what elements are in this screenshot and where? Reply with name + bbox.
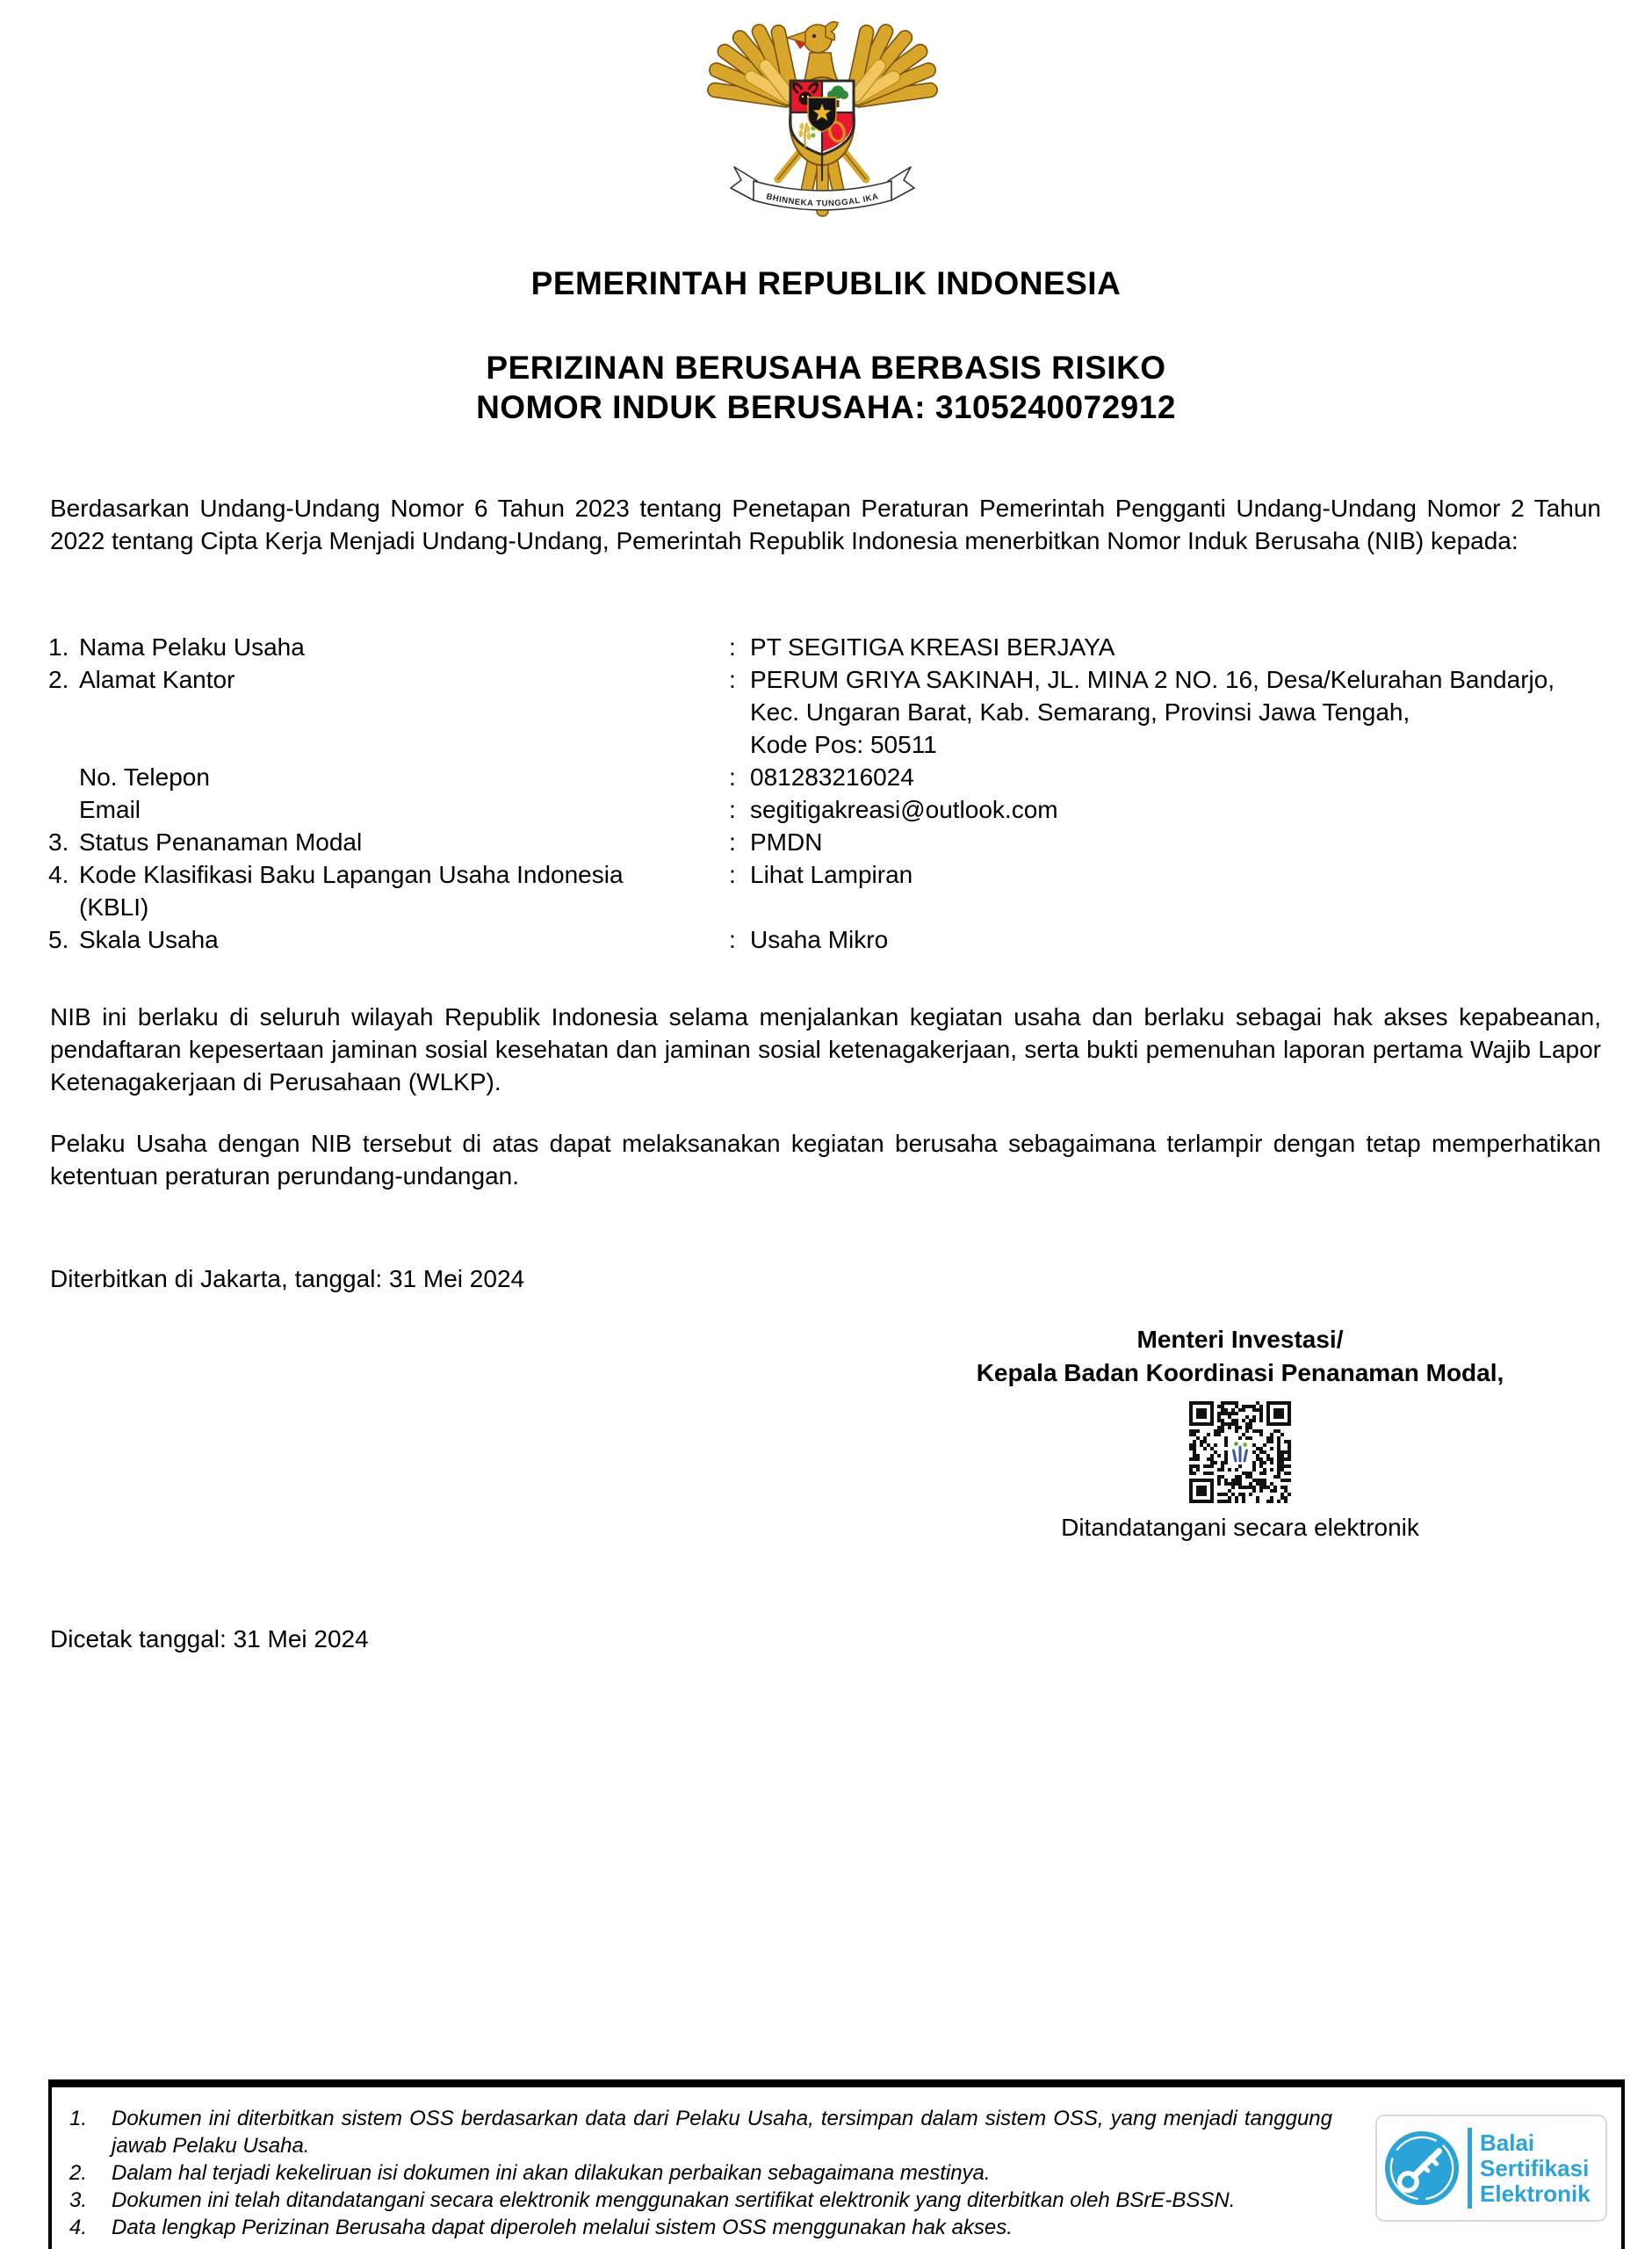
bse-text-line1: Balai: [1480, 2129, 1535, 2156]
field-number: 3.: [48, 828, 69, 856]
field-number: 4.: [48, 861, 69, 888]
electronic-signature-note: Ditandatangani secara elektronik: [1061, 1514, 1419, 1541]
field-label: Status Penanaman Modal: [79, 828, 363, 856]
field-label: Kode Klasifikasi Baku Lapangan Usaha Indonesia (KBLI): [79, 861, 624, 921]
footer-note: 4. Data lengkap Perizinan Berusaha dapat diperoleh melalui sistem OSS menggunakan hak akses.: [69, 2216, 1013, 2239]
field-row: [48, 923, 1607, 956]
signature-block: [801, 1323, 1652, 1544]
signatory-title-line2: Kepala Badan Koordinasi Penanaman Modal,: [976, 1359, 1504, 1386]
bse-text-line2: Sertifikasi: [1480, 2154, 1590, 2181]
emblem-motto: BHINNEKA TUNGGAL IKA: [765, 192, 880, 209]
field-label: Skala Usaha: [79, 926, 219, 953]
field-value: : PT SEGITIGA KREASI BERJAYA: [729, 633, 1115, 661]
compliance-paragraph: Pelaku Usaha dengan NIB tersebut di atas dapat melaksanakan kegiatan berusaha sebagaimana terlampir dengan tetap memperhatikan ketentuan peraturan perundang-undangan.: [50, 1130, 1601, 1190]
field-row: [48, 793, 1607, 826]
qr-code: [1189, 1401, 1291, 1503]
field-row: [48, 761, 1607, 793]
bse-text-line3: Elektronik: [1480, 2180, 1591, 2207]
field-value: : Lihat Lampiran: [729, 861, 913, 888]
field-row: [48, 826, 1607, 858]
field-label: Alamat Kantor: [79, 666, 235, 693]
field-value: : PMDN: [729, 828, 823, 856]
nib-number-line: NOMOR INDUK BERUSAHA: 3105240072912: [476, 389, 1176, 425]
field-row: [48, 663, 1607, 761]
field-label: Email: [79, 796, 141, 823]
intro-paragraph: Berdasarkan Undang-Undang Nomor 6 Tahun 2023 tentang Penetapan Peraturan Pemerintah Pengganti Undang-Undang Nomor 2 Tahun 2022 tentang Cipta Kerja Menjadi Undang-Undang, Pemerintah Republik Indonesia menerbitkan Nomor Induk Berusaha (NIB) kepada:: [50, 495, 1601, 554]
bse-logo-text: [1480, 2130, 1591, 2207]
field-value: : segitigakreasi@outlook.com: [729, 796, 1058, 823]
printed-line: Dicetak tanggal: 31 Mei 2024: [50, 1625, 369, 1652]
footer-note: 2. Dalam hal terjadi kekeliruan isi dokumen ini akan dilakukan perbaikan sebagaimana mestinya.: [69, 2161, 991, 2185]
garuda-pancasila-emblem: [703, 0, 942, 222]
field-number: 1.: [48, 633, 69, 661]
field-value: : PERUM GRIYA SAKINAH, JL. MINA 2 NO. 16, Desa/Kelurahan Bandarjo, Kec. Ungaran Barat, Kab. Semarang, Provinsi Jawa Tengah, Kode Pos: 50511: [729, 666, 1555, 758]
issued-line: Diterbitkan di Jakarta, tanggal: 31 Mei 2024: [50, 1265, 525, 1292]
field-value: : 081283216024: [729, 763, 914, 791]
field-row: [48, 631, 1607, 663]
field-label: No. Telepon: [79, 763, 210, 791]
field-number: 5.: [48, 926, 69, 953]
field-label: Nama Pelaku Usaha: [79, 633, 305, 661]
validity-paragraph: NIB ini berlaku di seluruh wilayah Republik Indonesia selama menjalankan kegiatan usaha dan berlaku sebagai hak akses kepabeanan, pendaftaran kepesertaan jaminan sosial kesehatan dan jaminan sosial ketenagakerjaan, serta bukti pemenuhan laporan pertama Wajib Lapor Ketenagakerjaan di Perusahaan (WLKP).: [50, 1003, 1601, 1096]
bse-key-icon: [1384, 2130, 1460, 2206]
bse-divider: [1468, 2128, 1472, 2209]
government-title: PEMERINTAH REPUBLIK INDONESIA: [530, 265, 1122, 301]
bse-logo: [1375, 2115, 1607, 2222]
field-number: 2.: [48, 666, 69, 693]
document-title: [0, 348, 1652, 427]
field-row: [48, 858, 1607, 923]
document-title-line1: PERIZINAN BERUSAHA BERBASIS RISIKO: [486, 350, 1166, 386]
signatory-title-line1: Menteri Investasi/: [1136, 1326, 1344, 1353]
field-list: [48, 631, 1607, 956]
footer-note: 1. Dokumen ini diterbitkan sistem OSS berdasarkan data dari Pelaku Usaha, tersimpan dalam sistem OSS, yang menjadi tanggung jawab Pelaku Usaha.: [69, 2107, 1332, 2158]
footer-note: 3. Dokumen ini telah ditandatangani secara elektronik menggunakan sertifikat elektronik yang diterbitkan oleh BSrE-BSSN.: [69, 2188, 1236, 2212]
field-value: : Usaha Mikro: [729, 926, 889, 953]
